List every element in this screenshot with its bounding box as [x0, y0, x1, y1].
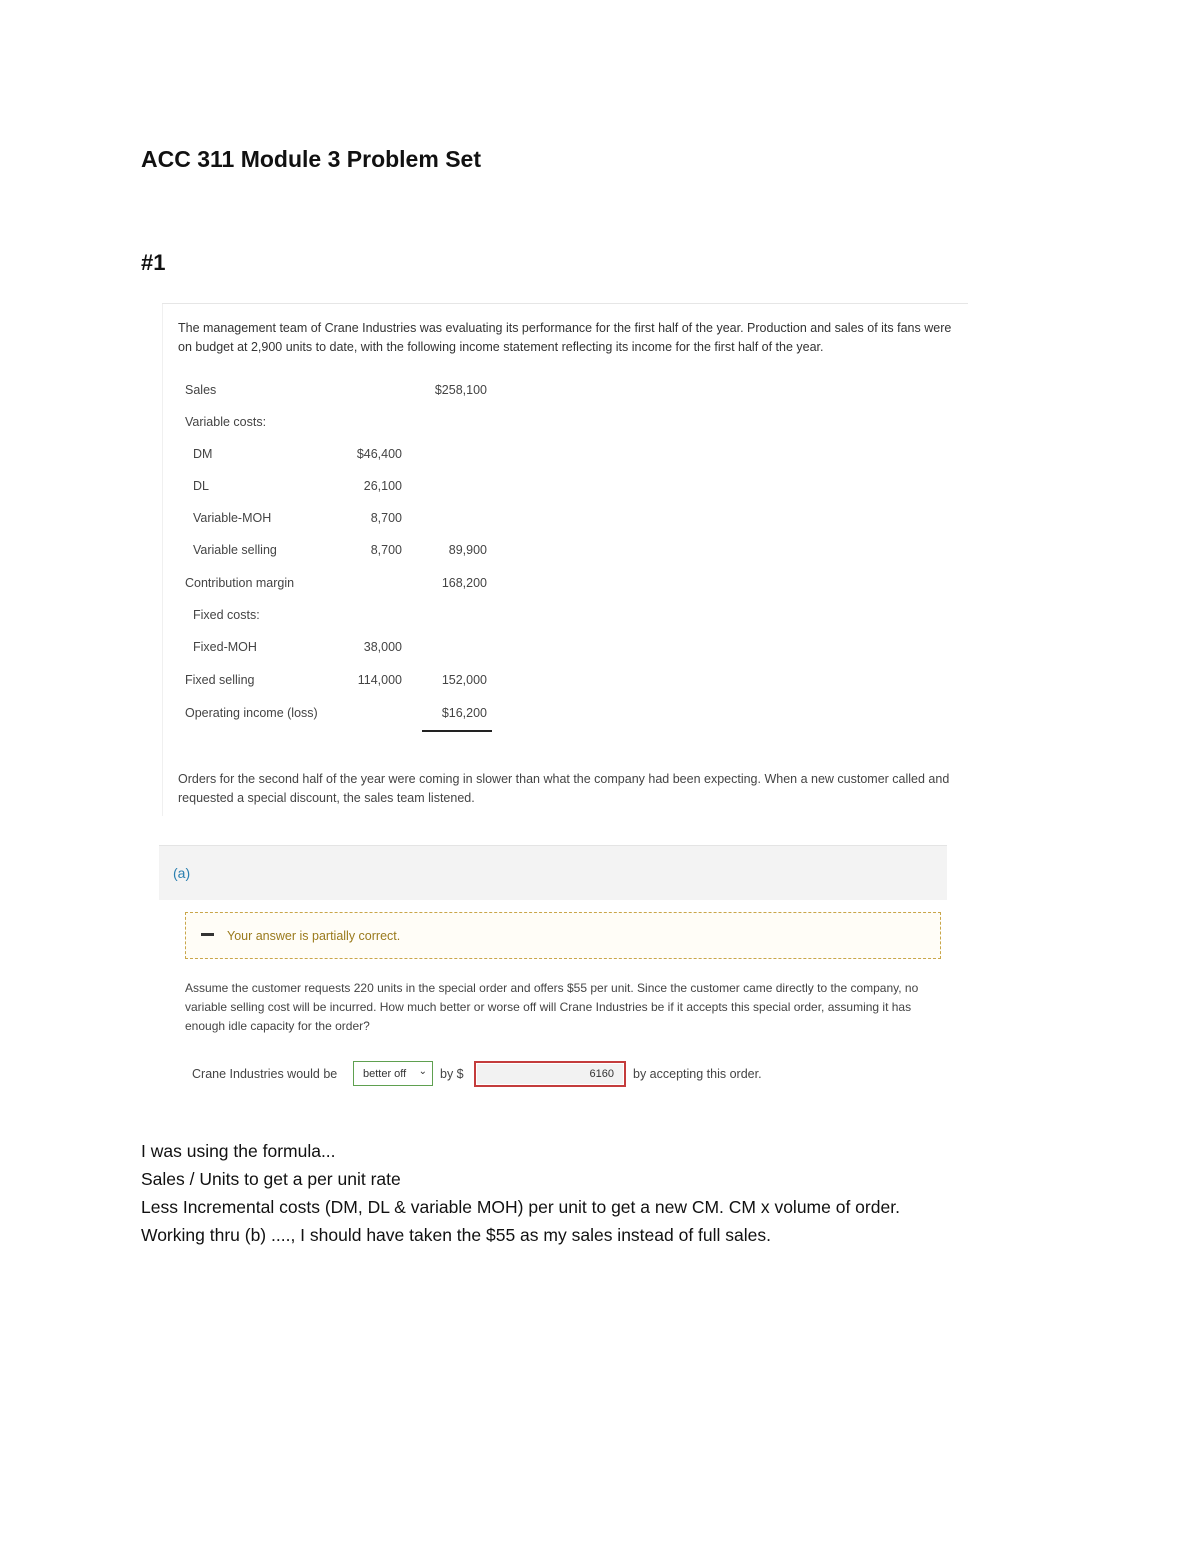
answer-prefix: Crane Industries would be [192, 1067, 338, 1081]
better-worse-select[interactable] [353, 1061, 433, 1086]
income-row-col1: 114,000 [357, 673, 402, 687]
income-row-col2: 89,900 [448, 543, 487, 557]
income-row-label: Operating income (loss) [185, 706, 318, 720]
income-row-label: Fixed selling [185, 673, 255, 687]
note-line: Working thru (b) ...., I should have taken the $55 as my sales instead of full sales. [141, 1225, 771, 1245]
note-line: Less Incremental costs (DM, DL & variable MOH) per unit to get a new CM. CM x volume of order. [141, 1197, 900, 1217]
income-row-label: Variable costs: [185, 415, 267, 429]
income-row-contribution-margin [162, 576, 502, 596]
problem-statement-panel [162, 303, 968, 816]
note-line: I was using the formula... [141, 1141, 336, 1161]
income-row-col1: 26,100 [363, 479, 402, 493]
income-row-operating-income [162, 706, 502, 726]
income-row-dl [162, 479, 502, 499]
select-value: better off [363, 1068, 407, 1080]
document-title: ACC 311 Module 3 Problem Set [141, 146, 481, 172]
income-row-fixed-costs [162, 608, 502, 628]
answer-suffix: by accepting this order. [633, 1067, 762, 1081]
income-row-col1: $46,400 [356, 447, 402, 461]
income-row-sales [162, 383, 502, 403]
income-row-label: DL [193, 479, 209, 493]
total-underline [422, 730, 492, 732]
income-row-variable-moh [162, 511, 502, 531]
income-row-label: Sales [185, 383, 217, 397]
income-row-col1: 8,700 [370, 543, 402, 557]
by-dollar-label: by $ [440, 1067, 464, 1081]
income-row-col2: 152,000 [441, 673, 487, 687]
part-a-label[interactable]: (a) [173, 865, 191, 881]
income-row-col2: $16,200 [441, 706, 487, 720]
note-line: Sales / Units to get a per unit rate [141, 1169, 401, 1189]
income-row-col1: 38,000 [363, 640, 402, 654]
student-notes [141, 1137, 1121, 1249]
income-row-variable-costs [162, 415, 502, 435]
problem-intro-text: The management team of Crane Industries was evaluating its performance for the first half of the year. Production and sales of its fans were on budget at 2,900 units to date, with the following income statement reflecting its income for the first half of the year. [178, 321, 952, 354]
income-row-fixed-selling [162, 673, 502, 693]
amount-input[interactable] [474, 1061, 626, 1087]
income-row-label: Contribution margin [185, 576, 295, 590]
partial-correct-feedback [185, 912, 941, 959]
amount-value: 6160 [589, 1068, 614, 1080]
income-row-label: Fixed-MOH [193, 640, 257, 654]
income-row-label: DM [193, 447, 213, 461]
part-a-header [159, 845, 947, 900]
income-row-label: Fixed costs: [193, 608, 260, 622]
income-row-fixed-moh [162, 640, 502, 660]
income-row-col2: 168,200 [441, 576, 487, 590]
problem-number: #1 [141, 250, 166, 275]
income-row-variable-selling [162, 543, 502, 563]
income-row-label: Variable selling [193, 543, 277, 557]
chevron-down-icon: ⌄ [418, 1066, 427, 1077]
feedback-message: Your answer is partially correct. [227, 929, 401, 943]
minus-icon [201, 933, 214, 936]
income-row-col2: $258,100 [434, 383, 487, 397]
problem-followup-text: Orders for the second half of the year were coming in slower than what the company had been expecting. When a new customer called and requested a special discount, the sales team listened. [178, 772, 950, 805]
income-row-label: Variable-MOH [193, 511, 272, 525]
income-row-dm [162, 447, 502, 467]
answer-line [192, 1061, 892, 1087]
income-row-col1: 8,700 [370, 511, 402, 525]
part-a-question: Assume the customer requests 220 units in the special order and offers $55 per unit. Since the customer came directly to the company, no variable selling cost will be incurred. How much better or worse off will Crane Industries be if it accepts this special order, assuming it has enough idle capacity for the order? [185, 981, 919, 1033]
